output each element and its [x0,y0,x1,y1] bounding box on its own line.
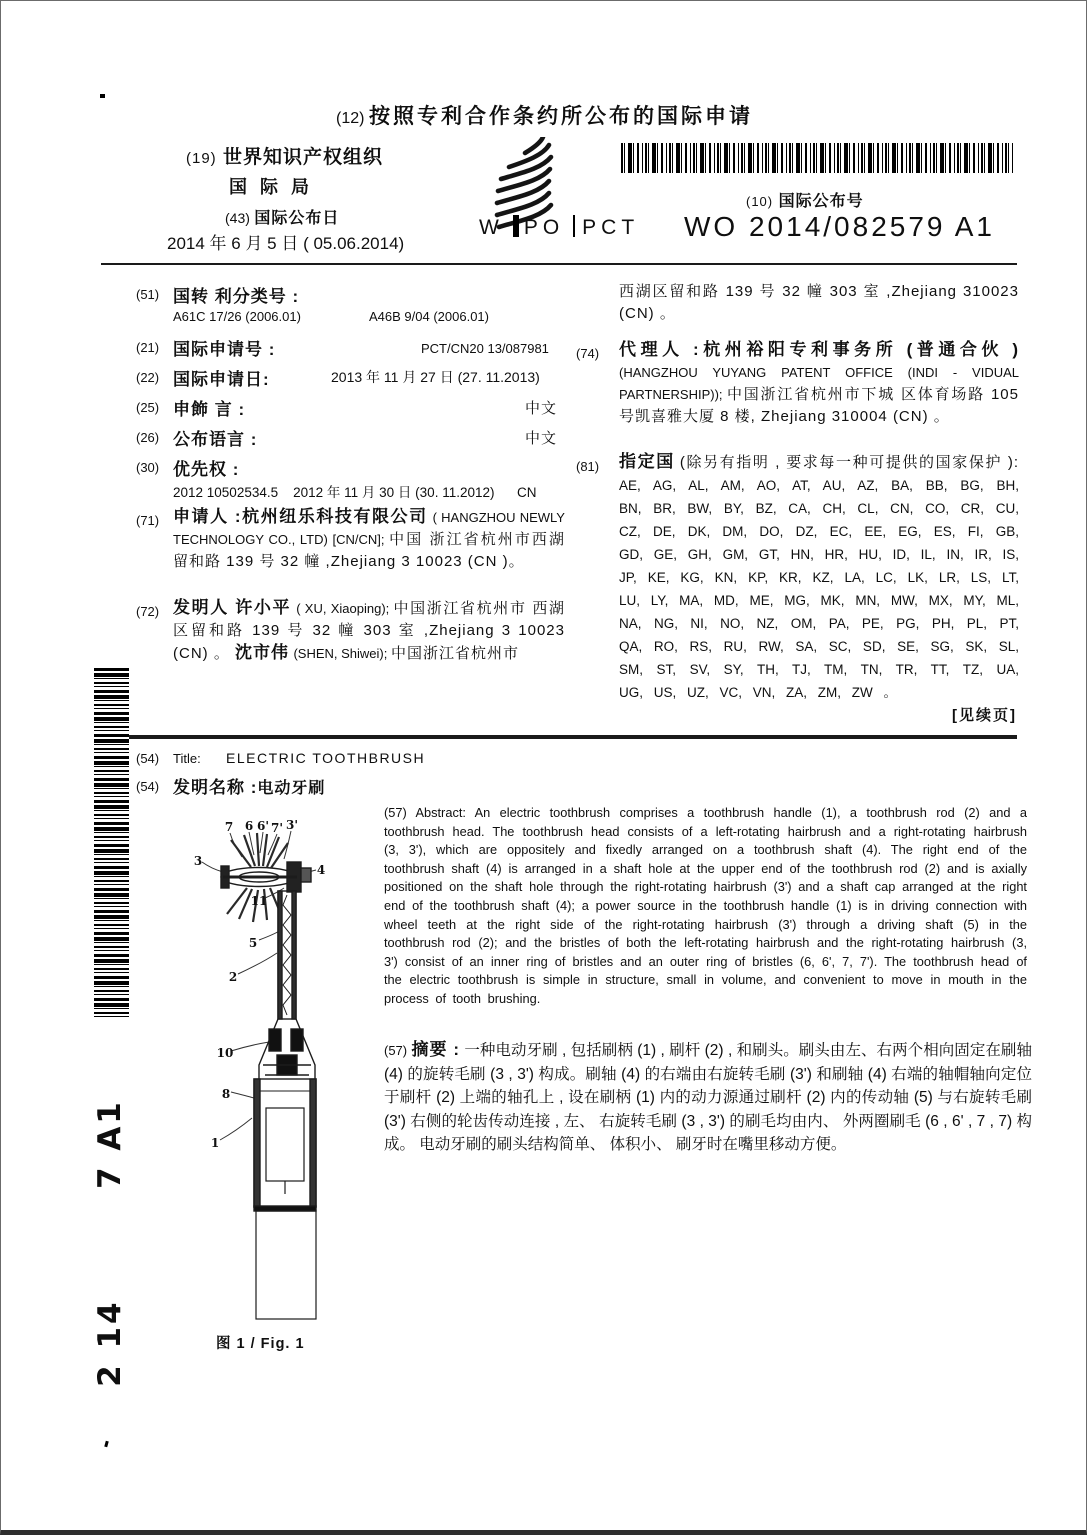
ipc-label: 国转 利分类号 : [173,287,300,306]
field-number: (30) [136,460,160,475]
pub-lang-label: 公布语言 : [173,430,258,449]
field-number: (21) [136,340,160,355]
inventor-name-1: 许小平 [235,598,292,617]
field-number: (26) [136,430,160,445]
fig-ref-7p: 7' [270,821,284,835]
wipo-pct: PCT [582,216,640,239]
field-number: (51) [136,287,160,302]
fig-ref-6p: 6' [256,819,270,833]
inventor-label: 发明人 [173,598,236,617]
ink-speck [100,94,105,98]
fig-ref-6: 6 [244,819,254,833]
abstract-zh [384,1038,1032,1157]
pub-date-label-line [225,205,339,228]
title-zh-value: 电动牙刷 [257,780,326,797]
section-divider [101,735,1017,739]
fig-ref-4: 4 [316,863,326,877]
designated-paren: (除另有指明 , 要求每一种可提供的国家保护 ): [679,454,1019,471]
wipo-logo [479,137,640,239]
field-number: (57) [384,1043,408,1058]
pub-date-value: 2014 年 6 月 5 日 ( 05.06.2014) [167,234,405,253]
pub-no-label-line [746,188,864,211]
fig-ref-11: 11 [250,894,268,908]
designated-label: 指定国 [619,452,675,471]
org-line [186,142,383,169]
publication-barcode [621,143,1013,173]
ipc-class-1: A61C 17/26 (2006.01) [173,309,301,324]
agent-address: 中国浙江省杭州市下城 区体育场路 105 号凯喜雅大厦 8 楼, Zhejiang 310004 (CN) 。 [619,386,1019,425]
title-en-label: Title: [173,751,201,766]
ipc-class-2: A46B 9/04 (2006.01) [369,309,489,324]
inventor-continuation: 西湖区留和路 139 号 32 幢 303 室 ,Zhejiang 310023 (CN) 。 [619,283,1019,322]
field-number: (71) [136,513,160,528]
doc-kind-title: 按照专利合作条约所公布的国际申请 [368,105,753,128]
pub-date-label: 国际公布日 [254,210,340,227]
wipo-pct-wordmark [479,215,639,240]
logo-bar-icon [573,215,575,237]
fig-ref-3: 3 [193,854,203,868]
agent-paragraph [619,339,1019,428]
applicant-address: 中国 浙江省杭州市西湖留和路 139 号 32 幢 ,Zhejiang 3 10023 (CN )。 [173,531,566,570]
abstract-zh-text: 一种电动牙刷 , 包括刷柄 (1) , 刷杆 (2) , 和刷头。刷头由左、右两个相向固定在刷轴 (4) 的旋转毛刷 (3 , 3') 构成。刷轴 (4) 的右端由右旋转毛刷 (3') 和刷轴 (4) 右端的轴帽轴向定位于刷杆 (2) 上端的轴孔上 , 设在刷柄 (1) 内的动力源通过刷杆 (2) 内的传动轴 (5) 与右旋转毛刷 (3') 右侧的轮齿传动连接 , 左、 右旋转毛刷 (3 , 3') 的刷毛均由内、 外两圈刷毛 (6 , 6' , 7 , 7) 构成。 电动牙刷的刷头结构简单、 体积小、 刷牙时在嘴里移动方便。 [384,1042,1032,1153]
pub-no-value: WO 2014/082579 A1 [684,211,995,242]
fig-ref-3p: 3' [285,818,299,832]
fig-ref-8: 8 [221,1087,231,1101]
abstract-en [384,804,1027,1009]
inventor-address-1: 中国浙江省杭州市 西湖区留和路 139 号 32 幢 303 室 ,Zhejiang 3 10023 (CN) 。 [173,600,566,662]
filing-lang-label: 申飾 言 : [173,400,246,419]
field-number: (74) [576,346,600,361]
inventor-en-1: ( XU, Xiaoping); [296,601,394,616]
fig-ref-10: 10 [216,1046,234,1060]
org-name: 世界知识产权组织 [222,147,383,168]
applicant-paragraph [173,506,565,573]
field-number: (54) [136,751,160,766]
ink-speck [104,1441,108,1448]
inventor-name-2: 沈市伟 [235,643,289,662]
agent-en: (HANGZHOU YUYANG PATENT OFFICE (INDI - VIDUAL PARTNERSHIP)); [619,365,1019,402]
field-number: (57) [384,805,407,820]
doc-kind-line [1,100,1087,130]
fig-ref-5: 5 [248,936,258,950]
continuation-note: [见续页] [952,707,1017,724]
abstract-en-text: An electric toothbrush comprises a toothbrush handle (1), a toothbrush rod (2) and a toothbrush head. The toothbrush head consists of a left-rotating hairbrush and a right-rotating hairbrush (3, 3'), which are oppositely and fixedly arranged on a toothbrush shaft (4). The right end of the toothbrush shaft (4) is arranged in a shaft hole at the upper end of the toothbrush rod (2) and is axially positioned on the shaft hole through the right-rotating hairbrush (3') and a shaft cap arranged at the right end of the toothbrush shaft (4); a power source in the toothbrush handle (1) is in driving connection with wheel teeth at the right side of the right-rotating hairbrush (3') through a driving shaft (5) in the toothbrush rod (2); and the bristles of both the left-rotating hairbrush and the right-rotating hairbrush (3, 3') consist of an inner ring of bristles and an outer ring of bristles (6, 6', 7, 7'). The toothbrush head of the electric toothbrush is simple in structure, small in volume, and convenient to move in mouth in the process of tooth brushing. [384,805,1027,1006]
field-number: (81) [576,459,600,474]
field-number: (19) [186,150,217,167]
wipo-po: PO [523,216,565,239]
filing-lang-value: 中文 [525,400,558,417]
field-number: (10) [746,194,774,209]
header-divider [101,263,1017,265]
pub-lang-value: 中文 [525,430,558,447]
priority-label: 优先权 : [173,460,240,479]
app-no-label: 国际申请号 : [173,340,276,359]
app-date-label: 国际申请日: [173,370,270,389]
app-no-value: PCT/CN20 13/087981 [421,341,549,356]
field-number: (22) [136,370,160,385]
applicant-en: ( HANGZHOU NEWLY TECHNOLOGY CO., LTD) [CN/CN]; [173,510,565,547]
abstract-en-label: Abstract: [415,805,466,820]
designated-states-paragraph [619,451,1019,704]
field-number: (72) [136,604,160,619]
field-number: (12) [336,110,365,127]
figure-1-drawing [189,813,354,1343]
inventor-address-2: 中国浙江省杭州市 [390,645,519,662]
inventor-paragraph [173,597,565,665]
pub-no-label: 国际公布号 [778,193,864,210]
fig-ref-2: 2 [228,970,238,984]
wipo-w: W [479,216,504,239]
fig-ref-1: 1 [210,1136,220,1150]
side-barcode [94,668,129,1018]
logo-bar-icon [513,215,519,237]
inventor-en-2: (SHEN, Shiwei); [293,646,391,661]
priority-value: 2012 10502534.5 2012 年 11 月 30 日 (30. 11.2012) CN [173,485,537,500]
org-bureau: 国 际 局 [229,177,314,197]
title-en-value: ELECTRIC TOOTHBRUSH [226,750,426,766]
field-number: (54) [136,779,160,794]
figure-caption: 图 1 / Fig. 1 [216,1336,305,1352]
title-zh-label: 发明名称 : [173,778,258,797]
side-publication-code: 2 14 7 A1 [92,1099,128,1387]
field-number: (43) [225,210,250,226]
app-date-value: 2013 年 11 月 27 日 (27. 11.2013) [331,369,540,385]
title-zh-line [173,773,325,798]
abstract-zh-label: 摘要 : [411,1040,461,1059]
applicant-name: 申请人 :杭州纽乐科技有限公司 [173,507,428,526]
fig-ref-7: 7 [224,820,234,834]
designated-codes: AE, AG, AL, AM, AO, AT, AU, AZ, BA, BB, BG, BH, BN, BR, BW, BY, BZ, CA, CH, CL, CN, CO, CR, CU, CZ, DE, DK, DM, DO, DZ, EC, EE, EG, ES, FI, GB, GD, GE, GH, GM, GT, HN, HR, HU, ID, IL, IN, IR, IS, JP, KE, KG, KN, KP, KR, KZ, LA, LC, LK, LR, LS, LT, LU, LY, MA, MD, ME, MG, MK, MN, MW, MX, MY, ML, NA, NG, NI, NO, NZ, OM, PA, PE, PG, PH, PL, PT, QA, RO, RS, RU, RW, SA, SC, SD, SE, SG, SK, SL, SM, ST, SV, SY, TH, TJ, TM, TN, TR, TT, TZ, UA, UG, US, UZ, VC, VN, ZA, ZM, ZW 。 [619,478,1019,700]
field-number: (25) [136,400,160,415]
agent-name: 代理人 :杭州裕阳专利事务所 (普通合伙 ) [619,340,1019,359]
